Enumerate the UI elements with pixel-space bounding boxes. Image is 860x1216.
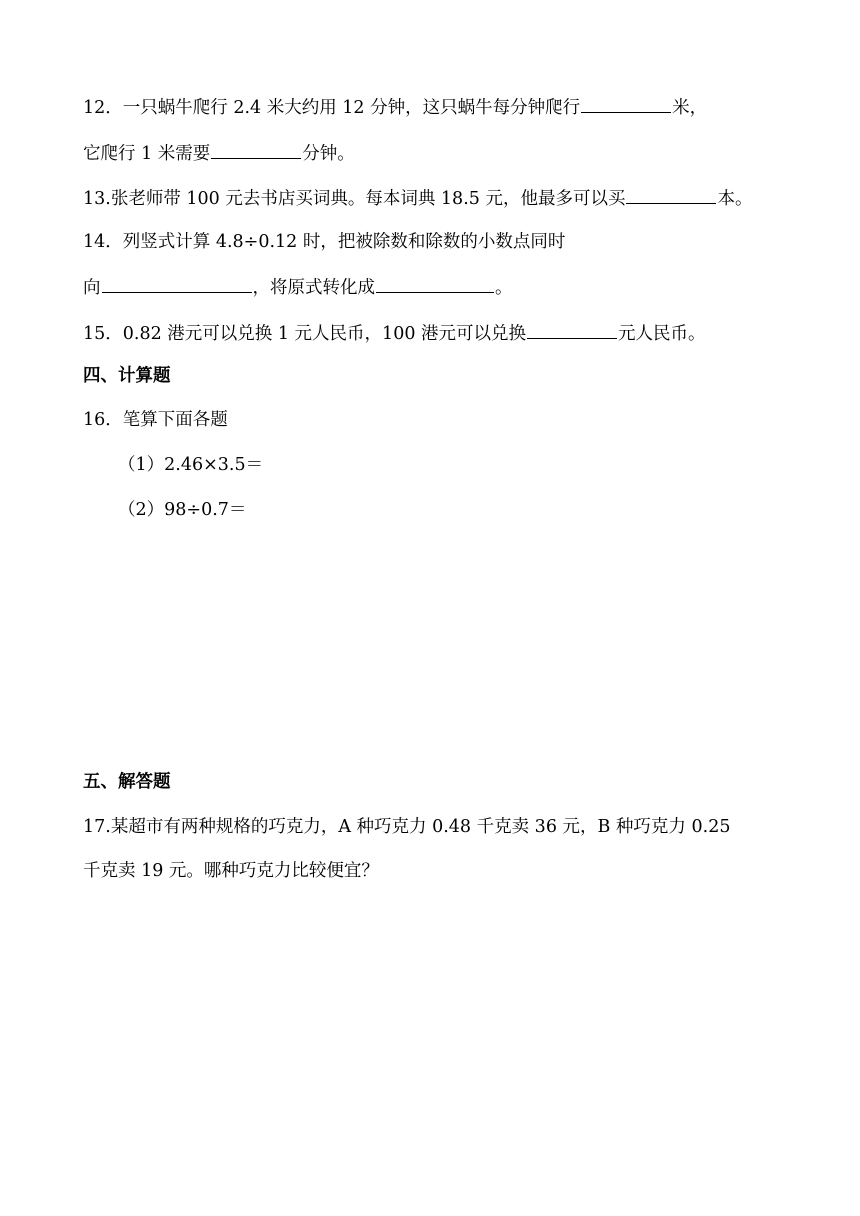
q12-line1	[83, 94, 707, 120]
q16-title: 16．笔算下面各题	[83, 410, 228, 430]
q15-answer-blank[interactable]	[527, 320, 617, 339]
q17-line1: 17.某超市有两种规格的巧克力，A 种巧克力 0.48 千克卖 36 元，B 种巧克力 0.25	[83, 817, 731, 837]
q17-line2: 千克卖 19 元。哪种巧克力比较便宜？	[83, 861, 379, 881]
section5-heading: 五、解答题	[83, 772, 171, 792]
q13-answer-blank[interactable]	[626, 185, 716, 204]
q14-text-a: 向	[83, 278, 101, 298]
q16-item-1: （1）2.46×3.5＝	[118, 455, 264, 475]
q15-text-a: 15．0.82 港元可以兑换 1 元人民币，100 港元可以兑换	[83, 324, 527, 344]
q13-text-a: 13.张老师带 100 元去书店买词典。每本词典 18.5 元，他最多可以买	[83, 189, 626, 209]
q16-item-2: （2）98÷0.7＝	[118, 500, 247, 520]
q14-line1: 14．列竖式计算 4.8÷0.12 时，把被除数和除数的小数点同时	[83, 232, 566, 252]
q15-text-b: 元人民币。	[618, 324, 706, 344]
q14-text-b: ，将原式转化成	[252, 278, 375, 298]
q12-text-a: 12．一只蜗牛爬行 2.4 米大约用 12 分钟，这只蜗牛每分钟爬行	[83, 98, 581, 118]
q12-text-c: 它爬行 1 米需要	[83, 144, 211, 164]
section4-heading: 四、计算题	[83, 366, 171, 386]
q12-answer-blank-2[interactable]	[211, 140, 301, 159]
q14-answer-blank-1[interactable]	[102, 274, 252, 293]
q14-text-c: 。	[495, 278, 513, 298]
q12-line2	[83, 140, 355, 166]
q13-text-b: 本。	[717, 189, 753, 209]
q15-line	[83, 320, 706, 346]
q12-text-d: 分钟。	[302, 144, 355, 164]
q12-answer-blank-1[interactable]	[581, 94, 671, 113]
q14-answer-blank-2[interactable]	[376, 274, 494, 293]
q14-line2	[83, 274, 513, 300]
q13-line	[83, 185, 752, 211]
q12-text-b: 米，	[672, 98, 708, 118]
